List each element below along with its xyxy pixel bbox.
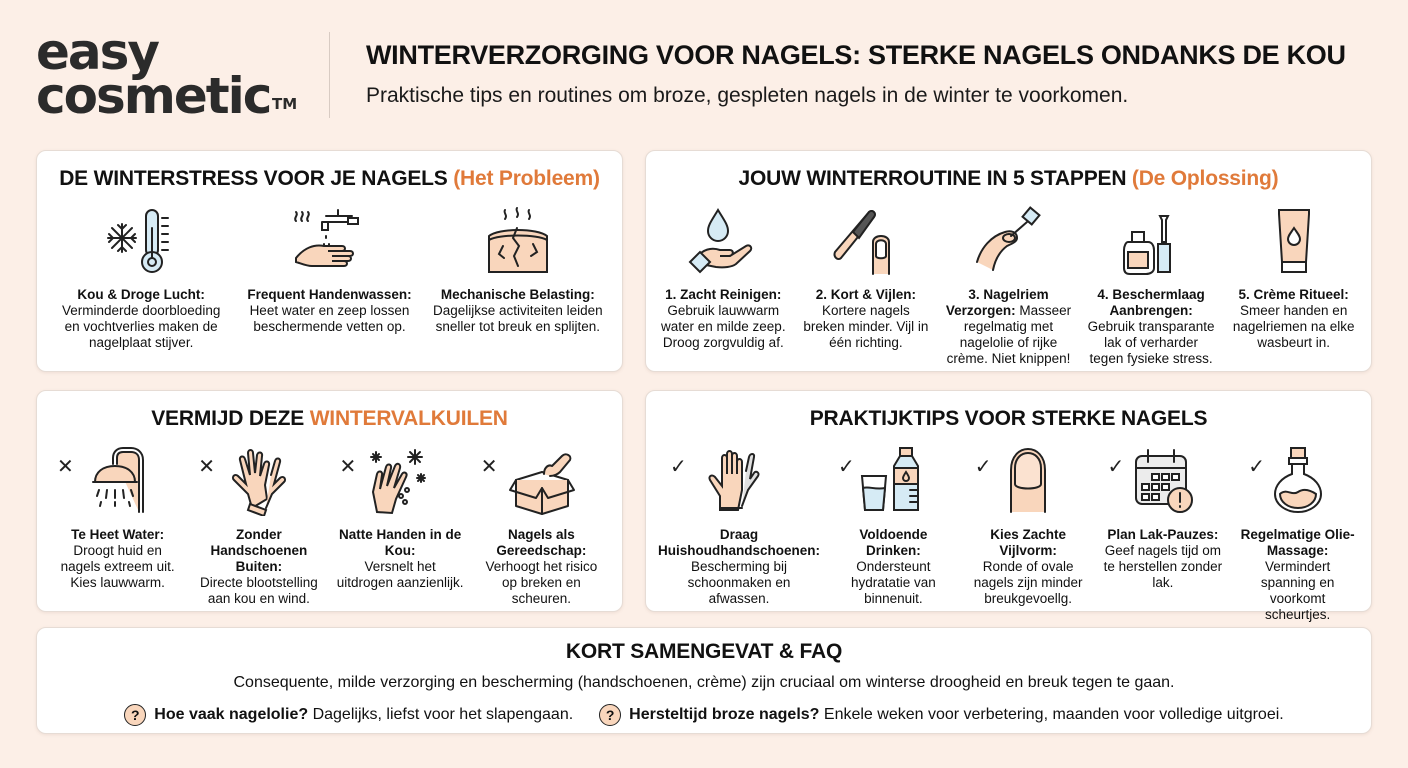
- pitfall-item-no-gloves: [188, 443, 329, 607]
- problem-item-cold: [47, 203, 235, 351]
- pitfall-item-text: Nagels als Gereedschap: Verhoogt het risico op breken en scheuren.: [485, 527, 598, 606]
- oil-bottle-icon: [1261, 443, 1335, 519]
- routine-step-3: [937, 203, 1080, 367]
- problem-title: DE WINTERSTRESS VOOR JE NAGELS (Het Probleem): [59, 167, 600, 190]
- logo-line-1: easy: [36, 23, 159, 81]
- problem-item-text: Mechanische Belasting: Dagelijkse activiteiten leiden sneller tot breuk en splijten.: [433, 287, 603, 334]
- tip-item-drinking: [826, 443, 961, 623]
- gloves-icon: [222, 443, 296, 519]
- cracked-nail-icon: [481, 203, 555, 279]
- tip-item-text: Kies Zachte Vijlvorm: Ronde of ovale nagels zijn minder breukgevoellg.: [973, 527, 1083, 606]
- faq-question: Hoe vaak nagelolie?: [154, 706, 309, 723]
- water-drop-hand-icon: [686, 203, 760, 279]
- tip-item-text: Regelmatige Olie-Massage: Vermindert spanning en voorkomt scheurtjes.: [1240, 527, 1355, 622]
- cuticle-brush-icon: [971, 203, 1045, 279]
- cross-icon: ✕: [57, 456, 74, 478]
- routine-step-text: 3. Nagelriem Verzorgen: Masseer regelmatig met nagelolie of rijke crème. Niet knippen!: [945, 287, 1072, 366]
- pitfall-item-nails-as-tools: [471, 443, 612, 607]
- header: [0, 0, 1408, 140]
- household-gloves-icon: [702, 443, 776, 519]
- problem-item-text: Kou & Droge Lucht: Verminderde doorbloeding en vochtverlies maken de nagelplaat stijver.: [61, 287, 221, 350]
- brand-logo: [36, 23, 298, 125]
- routine-card: [645, 150, 1372, 372]
- tip-item-text: Voldoende Drinken: Ondersteunt hydratatie van binnenuit.: [850, 527, 936, 606]
- pitfalls-card: [36, 390, 623, 612]
- faq-item: [599, 704, 1284, 726]
- problem-item-washing: [235, 203, 423, 351]
- check-icon: ✓: [1248, 456, 1266, 478]
- check-icon: ✓: [670, 456, 687, 478]
- cream-tube-icon: [1257, 203, 1331, 279]
- water-bottle-glass-icon: [856, 443, 930, 519]
- routine-step-text: 4. Beschermlaag Aanbrengen: Gebruik transparante lak of verharder tegen fysieke stress.: [1087, 287, 1215, 366]
- routine-step-text: 2. Kort & Vijlen: Kortere nagels breken minder. Vijl in één richting.: [803, 287, 929, 350]
- pitfall-item-text: Zonder Handschoenen Buiten: Directe blootstelling aan kou en wind.: [199, 527, 318, 606]
- pitfall-item-text: Te Heet Water: Droogt huid en nagels extreem uit. Kies lauwwarm.: [60, 527, 175, 590]
- cross-icon: ✕: [198, 456, 216, 478]
- snowflake-thermometer-icon: [104, 203, 178, 279]
- faq-row: [37, 704, 1371, 726]
- faq-answer: Dagelijks, liefst voor het slapengaan.: [312, 706, 574, 723]
- box-opening-icon: [504, 443, 578, 519]
- routine-step-4: [1080, 203, 1223, 367]
- cross-icon: ✕: [480, 456, 498, 478]
- faq-item: [124, 704, 573, 726]
- routine-step-2: [795, 203, 938, 367]
- routine-step-text: 5. Crème Ritueel: Smeer handen en nagelriemen na elke wasbeurt in.: [1232, 287, 1355, 350]
- summary-title: KORT SAMENGEVAT & FAQ: [565, 640, 843, 663]
- tip-item-text: Draag Huishoudhandschoenen: Bescherming bij schoonmaken en afwassen.: [658, 527, 820, 606]
- summary-text: Consequente, milde verzorging en bescherming (handschoenen, crème) zijn cruciaal om winterse droogheid en breuk tegen te gaan.: [233, 674, 1175, 691]
- logo-line-2: cosmetic: [36, 67, 271, 125]
- faq-answer: Enkele weken voor verbetering, maanden voor volledige uitgroei.: [823, 706, 1284, 723]
- pitfall-item-text: Natte Handen in de Kou: Versnelt het uitdrogen aanzienlijk.: [336, 527, 464, 590]
- tips-title: PRAKTIJKTIPS VOOR STERKE NAGELS: [809, 407, 1208, 430]
- handwashing-tap-icon: [292, 203, 366, 279]
- trademark-symbol: TM: [272, 95, 298, 113]
- tip-item-polish-break: [1096, 443, 1231, 623]
- nail-polish-icon: [1114, 203, 1188, 279]
- pitfalls-title: VERMIJD DEZE WINTERVALKUILEN: [151, 407, 508, 430]
- check-icon: ✓: [974, 456, 992, 478]
- check-icon: ✓: [1107, 456, 1125, 478]
- pitfalls-title-accent: WINTERVALKUILEN: [309, 407, 508, 430]
- routine-step-text: 1. Zacht Reinigen: Gebruik lauwwarm water en milde zeep. Droog zorgvuldig af.: [661, 287, 786, 350]
- wet-hands-cold-icon: [363, 443, 437, 519]
- page-subtitle: Praktische tips en routines om broze, gespleten nagels in de winter te voorkomen.: [366, 84, 1129, 107]
- nail-file-icon: [829, 203, 903, 279]
- problem-title-accent: (Het Probleem): [453, 167, 600, 190]
- question-icon: ?: [124, 704, 146, 726]
- tip-item-gloves: [652, 443, 826, 623]
- cross-icon: ✕: [339, 456, 357, 478]
- routine-title-accent: (De Oplossing): [1131, 167, 1279, 190]
- tips-card: [645, 390, 1372, 622]
- summary-card: [36, 627, 1372, 734]
- header-divider: [329, 32, 330, 118]
- pitfall-item-hot-water: [47, 443, 188, 607]
- calendar-alert-icon: [1126, 443, 1200, 519]
- tip-item-round-nail: [961, 443, 1096, 623]
- tip-item-text: Plan Lak-Pauzes: Geef nagels tijd om te herstellen zonder lak.: [1103, 527, 1223, 590]
- tip-item-oil-massage: [1230, 443, 1365, 623]
- problem-item-mechanical: [424, 203, 612, 351]
- routine-step-1: [652, 203, 795, 367]
- routine-step-5: [1222, 203, 1365, 367]
- pitfall-item-wet-hands: [330, 443, 471, 607]
- problem-card: [36, 150, 623, 372]
- page-title: WINTERVERZORGING VOOR NAGELS: STERKE NAGELS ONDANKS DE KOU: [366, 40, 1346, 70]
- problem-item-text: Frequent Handenwassen: Heet water en zeep lossen beschermende vetten op.: [247, 287, 412, 334]
- shower-icon: [81, 443, 155, 519]
- faq-question: Hersteltijd broze nagels?: [629, 706, 820, 723]
- round-nail-icon: [991, 443, 1065, 519]
- check-icon: ✓: [838, 456, 855, 478]
- routine-title: JOUW WINTERROUTINE IN 5 STAPPEN (De Oplossing): [738, 167, 1279, 190]
- question-icon: ?: [599, 704, 621, 726]
